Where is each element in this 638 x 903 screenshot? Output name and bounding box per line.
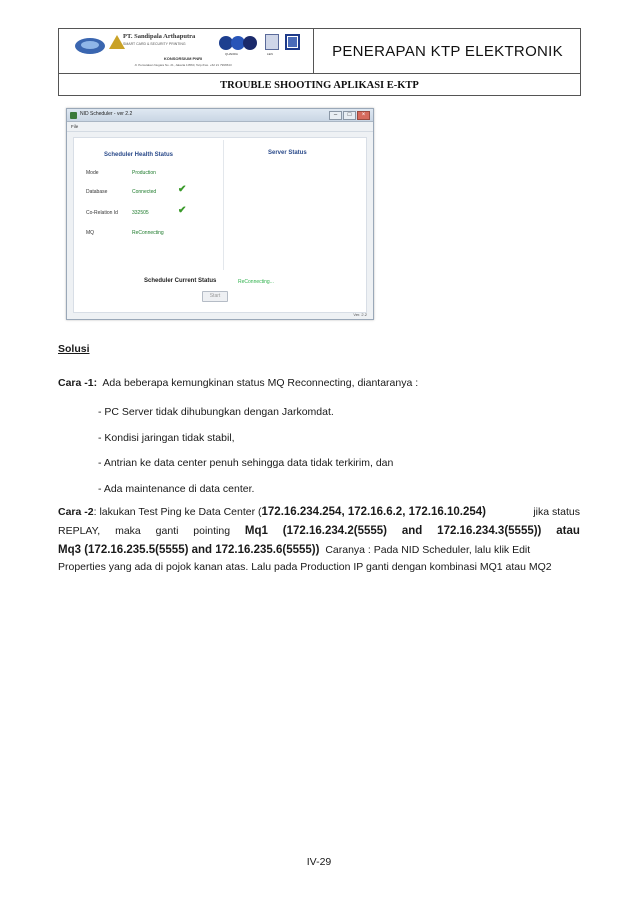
document-header (58, 28, 581, 96)
row-value-corelation: 332505 (132, 210, 149, 216)
bullet-item: - PC Server tidak dihubungkan dengan Jarkomdat. (98, 406, 334, 418)
health-status-heading: Scheduler Health Status (104, 152, 174, 158)
cara1-line (58, 376, 418, 390)
row-label-mq: MQ (86, 230, 95, 236)
partner-left-label: QUADRA (225, 52, 238, 56)
server-status-panel (228, 140, 362, 270)
line2-word: REPLAY, (58, 525, 101, 537)
logo-address: Jl. Percetakan Negara No. 21, Jakarta 10560, Telp./Fax. +62 21 7996543 (134, 63, 232, 67)
window-title: NID Scheduler - ver 2.2 (80, 111, 133, 117)
header-subtitle: TROUBLE SHOOTING APLIKASI E-KTP (220, 79, 419, 91)
bullet-item: - Ada maintenance di data center. (98, 483, 255, 495)
cara1-label: Cara -1: (58, 377, 98, 389)
server-status-heading: Server Status (268, 150, 307, 156)
cara2-text-a: : lakukan Test Ping ke Data Center ( (93, 506, 262, 518)
row-value-mode: Production (132, 170, 156, 176)
header-logo-cell (59, 29, 314, 74)
logo-company-name: PT. Sandipala Arthaputra (123, 33, 196, 40)
line2-and: and (401, 525, 423, 537)
window-menubar (67, 122, 373, 132)
row-value-mq: ReConnecting (132, 230, 164, 236)
nid-scheduler-screenshot (66, 108, 374, 320)
len-logo-icon (265, 34, 279, 50)
cara2-text-b: jika status (533, 506, 580, 518)
check-icon: ✔ (178, 205, 187, 216)
pnri-logo-inner-icon (288, 37, 297, 47)
start-button: Start (202, 291, 228, 302)
row-label-database: Database (86, 189, 108, 195)
row-value-database: Connected (132, 189, 157, 195)
check-icon: ✔ (178, 184, 187, 195)
line3-rest: Caranya : Pada NID Scheduler, lalu klik Edit (325, 544, 531, 556)
partner-logo-circle-icon (243, 36, 257, 50)
cara2-line-3 (58, 543, 530, 557)
minimize-icon: – (329, 111, 342, 120)
bullet-item: - Antrian ke data center penuh sehingga data tidak terkirim, dan (98, 457, 394, 469)
window-body (73, 137, 367, 313)
solusi-heading: Solusi (58, 343, 90, 355)
header-top-row (59, 29, 580, 74)
line2-word: pointing (193, 525, 231, 537)
line2-word: maka (115, 525, 141, 537)
row-label-mode: Mode (86, 170, 99, 176)
logo-konsorsium: KONSORSIUM PNRI (163, 56, 203, 61)
page-number: IV-29 (306, 856, 332, 868)
bullet-item: - Kondisi jaringan tidak stabil, (98, 432, 235, 444)
health-status-panel (76, 140, 224, 270)
cara2-line-4: Properties yang ada di pojok kanan atas. Lalu pada Production IP ganti dengan kombinasi MQ1 atau MQ2 (58, 561, 552, 573)
line3-mq3: Mq3 (172.16.235.5(5555) and 172.16.235.6(5555)) (58, 544, 320, 556)
line2-word: ganti (155, 525, 179, 537)
window-titlebar (67, 109, 373, 122)
quadra-logo-inner-icon (81, 41, 99, 49)
line2-mq1-ip: (172.16.234.2(5555) (282, 525, 387, 537)
line2-mq1-ip2: 172.16.234.3(5555)) (437, 525, 542, 537)
header-title: PENERAPAN KTP ELEKTRONIK (332, 43, 563, 60)
maximize-icon: □ (343, 111, 356, 120)
window-version: Ver. 2.2 (353, 312, 367, 317)
cara1-text: Ada beberapa kemungkinan status MQ Reconnecting, diantaranya : (102, 377, 419, 389)
current-status-value: ReConnecting... (238, 279, 274, 285)
cara2-label: Cara -2 (58, 506, 94, 518)
cara2-line-1 (58, 505, 580, 519)
line2-mq1: Mq1 (244, 525, 268, 537)
cara2-line-2 (58, 524, 580, 538)
menu-file: File (71, 124, 79, 129)
app-icon (70, 112, 77, 119)
row-label-corelation: Co-Relation Id (86, 210, 118, 216)
logo-company-tagline: SMART CARD & SECURITY PRINTING (123, 42, 186, 46)
close-icon: × (357, 111, 370, 120)
current-status-label: Scheduler Current Status (144, 278, 217, 284)
partner-mid-label: LEN (267, 52, 273, 56)
cara2-ip-list: 172.16.234.254, 172.16.6.2, 172.16.10.254) (261, 506, 486, 518)
line2-atau: atau (556, 525, 580, 537)
